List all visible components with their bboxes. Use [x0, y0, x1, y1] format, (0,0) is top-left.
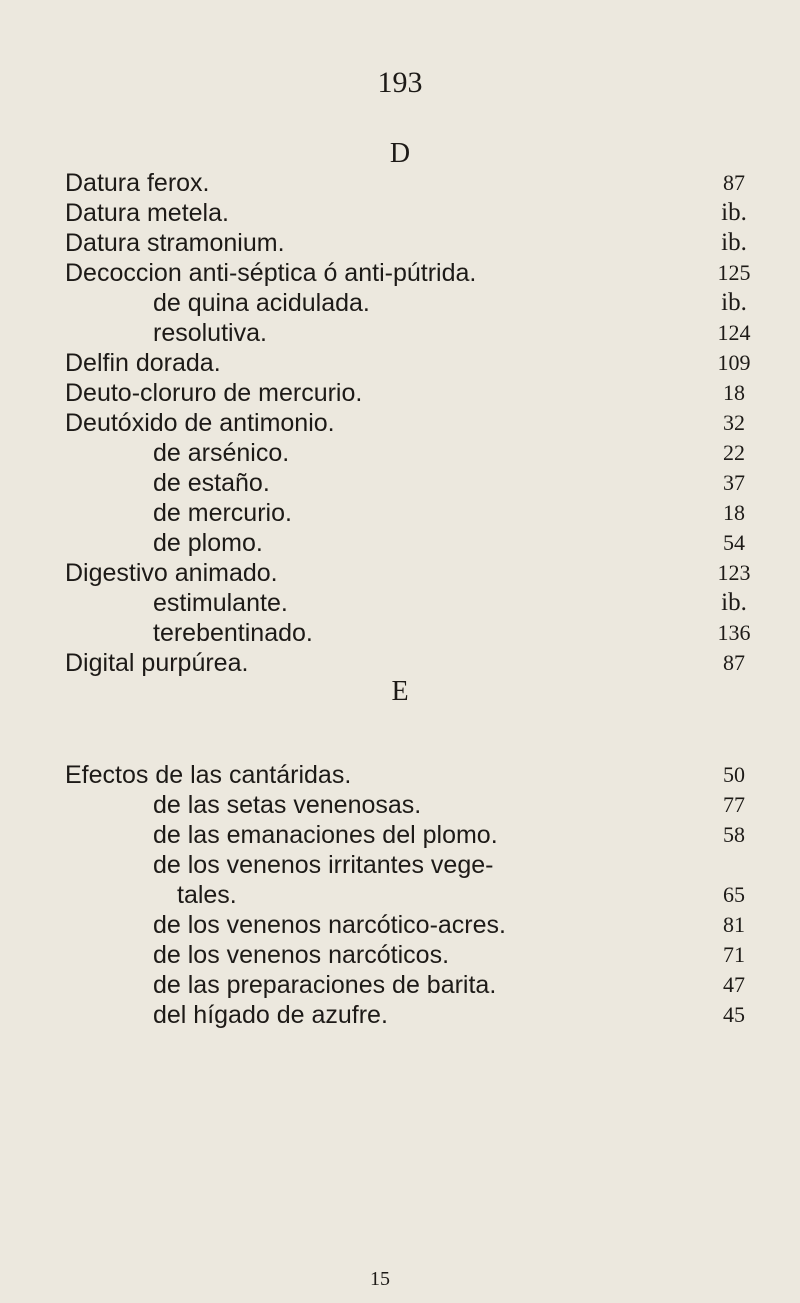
- entry-page-ref: ib.: [721, 589, 747, 616]
- section-letter-d: D: [389, 138, 411, 169]
- index-entry: [0, 408, 800, 438]
- index-entry: [0, 940, 800, 970]
- index-entry: [0, 468, 800, 498]
- entry-label: estimulante.: [153, 589, 288, 617]
- index-entry: [0, 850, 800, 880]
- entry-label: Efectos de las cantáridas.: [65, 761, 352, 789]
- index-entry: [0, 790, 800, 820]
- entry-label: de los venenos narcóticos.: [153, 941, 450, 969]
- entry-page-ref: 87: [723, 650, 745, 675]
- entry-label: Datura stramonium.: [65, 229, 285, 257]
- index-entry: [0, 528, 800, 558]
- index-entry: [0, 1000, 800, 1030]
- index-entry: [0, 228, 800, 258]
- entry-page-ref: 18: [723, 500, 745, 525]
- entry-page-ref: 65: [723, 882, 745, 907]
- entry-page-ref: ib.: [721, 229, 747, 256]
- index-entry: [0, 168, 800, 198]
- entry-label: de plomo.: [153, 529, 263, 557]
- entry-page-ref: 54: [723, 530, 745, 555]
- entry-page-ref: 58: [723, 822, 745, 847]
- entry-label: de mercurio.: [153, 499, 292, 527]
- index-entry: [0, 378, 800, 408]
- entry-label: del hígado de azufre.: [153, 1001, 388, 1029]
- entry-label: Decoccion anti-séptica ó anti-pútrida.: [65, 259, 477, 287]
- entry-label: Datura ferox.: [65, 169, 210, 197]
- index-entries-e: [0, 760, 800, 1030]
- index-entry: [0, 258, 800, 288]
- entry-label: tales.: [177, 881, 237, 909]
- entry-page-ref: 136: [717, 620, 751, 645]
- index-entry: [0, 618, 800, 648]
- entry-page-ref: 45: [723, 1002, 745, 1027]
- index-entry: [0, 348, 800, 378]
- index-entry: [0, 498, 800, 528]
- entry-page-ref: 81: [723, 912, 745, 937]
- entry-label: de estaño.: [153, 469, 270, 497]
- section-letter-e: E: [391, 676, 409, 707]
- entry-page-ref: 125: [717, 260, 751, 285]
- entry-label: de arsénico.: [153, 439, 290, 467]
- entry-page-ref: ib.: [721, 289, 747, 316]
- index-entry: [0, 288, 800, 318]
- entry-label: de quina acidulada.: [153, 289, 370, 317]
- index-entry: [0, 558, 800, 588]
- entry-page-ref: 87: [723, 170, 745, 195]
- entry-page-ref: 32: [723, 410, 745, 435]
- index-entry: [0, 970, 800, 1000]
- index-entry: [0, 760, 800, 790]
- entry-label: resolutiva.: [153, 319, 267, 347]
- entry-page-ref: 18: [723, 380, 745, 405]
- entry-page-ref: 123: [717, 560, 751, 585]
- entry-page-ref: 109: [717, 350, 751, 375]
- entry-page-ref: 22: [723, 440, 745, 465]
- index-entries-d: [0, 168, 800, 678]
- entry-page-ref: 47: [723, 972, 745, 997]
- entry-page-ref: ib.: [721, 199, 747, 226]
- entry-page-ref: 50: [723, 762, 745, 787]
- entry-label: Datura metela.: [65, 199, 229, 227]
- entry-label: Deuto-cloruro de mercurio.: [65, 379, 363, 407]
- index-entry: [0, 198, 800, 228]
- index-entry: [0, 880, 800, 910]
- index-entry: [0, 438, 800, 468]
- entry-page-ref: 77: [723, 792, 745, 817]
- entry-label: Deutóxido de antimonio.: [65, 409, 335, 437]
- entry-page-ref: 71: [723, 942, 745, 967]
- page-number: 193: [377, 66, 423, 99]
- entry-label: de las emanaciones del plomo.: [153, 821, 498, 849]
- entry-label: terebentinado.: [153, 619, 313, 647]
- entry-label: de las setas venenosas.: [153, 791, 422, 819]
- entry-label: Digestivo animado.: [65, 559, 278, 587]
- signature-mark: 15: [370, 1268, 390, 1290]
- entry-page-ref: 37: [723, 470, 745, 495]
- index-entry: [0, 318, 800, 348]
- entry-page-ref: 124: [717, 320, 751, 345]
- entry-label: de los venenos irritantes vege-: [153, 851, 494, 879]
- index-entry: [0, 820, 800, 850]
- index-entry: [0, 910, 800, 940]
- index-entry: [0, 588, 800, 618]
- entry-label: Digital purpúrea.: [65, 649, 249, 677]
- index-entry: [0, 648, 800, 678]
- entry-label: Delfin dorada.: [65, 349, 221, 377]
- entry-label: de los venenos narcótico-acres.: [153, 911, 506, 939]
- entry-label: de las preparaciones de barita.: [153, 971, 497, 999]
